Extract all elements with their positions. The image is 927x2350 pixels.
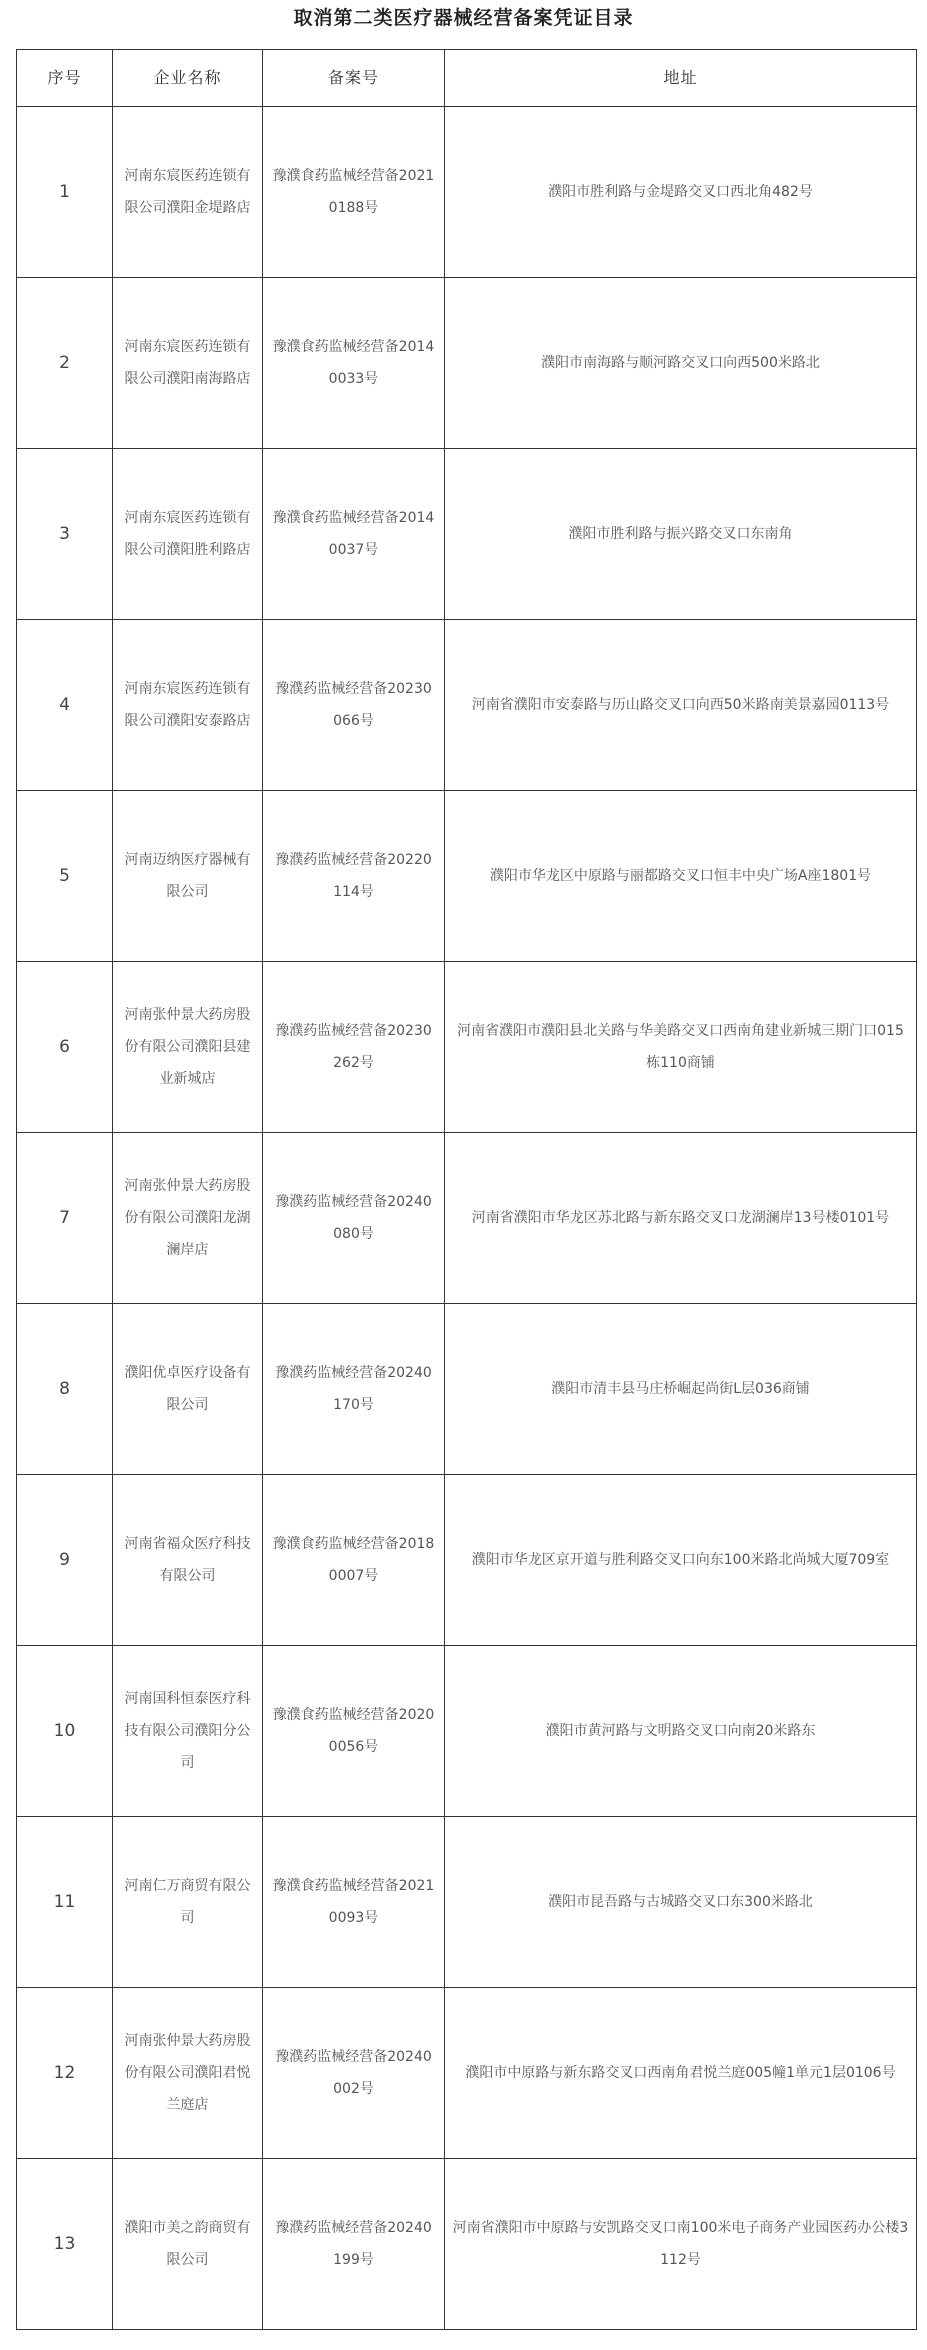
cell-seq: 6	[17, 962, 113, 1133]
cell-company-name: 濮阳优卓医疗设备有限公司	[113, 1304, 263, 1475]
cell-company-name: 河南张仲景大药房股份有限公司濮阳君悦兰庭店	[113, 1988, 263, 2159]
cell-address: 濮阳市华龙区京开道与胜利路交叉口向东100米路北尚城大厦709室	[445, 1475, 917, 1646]
table-row	[17, 1475, 917, 1646]
cell-seq: 3	[17, 449, 113, 620]
cell-seq: 10	[17, 1646, 113, 1817]
cell-record-no: 豫濮药监械经营备20240170号	[263, 1304, 445, 1475]
cell-company-name: 河南张仲景大药房股份有限公司濮阳县建业新城店	[113, 962, 263, 1133]
cell-record-no: 豫濮食药监械经营备20200056号	[263, 1646, 445, 1817]
cell-record-no: 豫濮食药监械经营备20180007号	[263, 1475, 445, 1646]
cell-address: 河南省濮阳市濮阳县北关路与华美路交叉口西南角建业新城三期门口015栋110商铺	[445, 962, 917, 1133]
cell-company-name: 河南东宸医药连锁有限公司濮阳安泰路店	[113, 620, 263, 791]
cell-company-name: 河南省福众医疗科技有限公司	[113, 1475, 263, 1646]
cell-company-name: 濮阳市美之韵商贸有限公司	[113, 2159, 263, 2330]
header-name: 企业名称	[113, 50, 263, 107]
cell-address: 濮阳市昆吾路与古城路交叉口东300米路北	[445, 1817, 917, 1988]
cell-address: 濮阳市胜利路与金堤路交叉口西北角482号	[445, 107, 917, 278]
cell-company-name: 河南张仲景大药房股份有限公司濮阳龙湖澜岸店	[113, 1133, 263, 1304]
cell-address: 濮阳市南海路与顺河路交叉口向西500米路北	[445, 278, 917, 449]
cell-seq: 1	[17, 107, 113, 278]
table-row	[17, 1988, 917, 2159]
cell-company-name: 河南东宸医药连锁有限公司濮阳金堤路店	[113, 107, 263, 278]
cell-address: 河南省濮阳市中原路与安凯路交叉口南100米电子商务产业园医药办公楼3112号	[445, 2159, 917, 2330]
cell-seq: 11	[17, 1817, 113, 1988]
table-row	[17, 1304, 917, 1475]
table-row	[17, 1817, 917, 1988]
cell-company-name: 河南仁万商贸有限公司	[113, 1817, 263, 1988]
table-row	[17, 449, 917, 620]
table-body	[17, 107, 917, 2330]
table-row	[17, 1133, 917, 1304]
table-row	[17, 791, 917, 962]
cell-company-name: 河南东宸医药连锁有限公司濮阳南海路店	[113, 278, 263, 449]
cell-seq: 5	[17, 791, 113, 962]
table-row	[17, 620, 917, 791]
table-row	[17, 2159, 917, 2330]
table-row	[17, 278, 917, 449]
record-table	[16, 49, 917, 2330]
cell-record-no: 豫濮药监械经营备20220114号	[263, 791, 445, 962]
cell-record-no: 豫濮食药监械经营备20210093号	[263, 1817, 445, 1988]
cell-record-no: 豫濮食药监械经营备20140033号	[263, 278, 445, 449]
cell-record-no: 豫濮食药监械经营备20140037号	[263, 449, 445, 620]
cell-seq: 4	[17, 620, 113, 791]
table-header	[17, 50, 917, 107]
table-row	[17, 1646, 917, 1817]
header-record-no: 备案号	[263, 50, 445, 107]
cell-seq: 8	[17, 1304, 113, 1475]
cell-company-name: 河南东宸医药连锁有限公司濮阳胜利路店	[113, 449, 263, 620]
cell-record-no: 豫濮药监械经营备20230262号	[263, 962, 445, 1133]
cell-address: 濮阳市华龙区中原路与丽都路交叉口恒丰中央广场A座1801号	[445, 791, 917, 962]
cell-address: 濮阳市胜利路与振兴路交叉口东南角	[445, 449, 917, 620]
cell-company-name: 河南国科恒泰医疗科技有限公司濮阳分公司	[113, 1646, 263, 1817]
cell-record-no: 豫濮食药监械经营备20210188号	[263, 107, 445, 278]
cell-address: 濮阳市中原路与新东路交叉口西南角君悦兰庭005幢1单元1层0106号	[445, 1988, 917, 2159]
cell-address: 河南省濮阳市华龙区苏北路与新东路交叉口龙湖澜岸13号楼0101号	[445, 1133, 917, 1304]
table-row	[17, 962, 917, 1133]
cell-record-no: 豫濮药监械经营备20240080号	[263, 1133, 445, 1304]
cell-seq: 2	[17, 278, 113, 449]
cell-seq: 13	[17, 2159, 113, 2330]
cell-company-name: 河南迈纳医疗器械有限公司	[113, 791, 263, 962]
header-row	[17, 50, 917, 107]
cell-address: 濮阳市黄河路与文明路交叉口向南20米路东	[445, 1646, 917, 1817]
cell-record-no: 豫濮药监械经营备20230066号	[263, 620, 445, 791]
header-seq: 序号	[17, 50, 113, 107]
header-address: 地址	[445, 50, 917, 107]
cell-address: 河南省濮阳市安泰路与历山路交叉口向西50米路南美景嘉园0113号	[445, 620, 917, 791]
cell-record-no: 豫濮药监械经营备20240199号	[263, 2159, 445, 2330]
cell-seq: 12	[17, 1988, 113, 2159]
cell-seq: 7	[17, 1133, 113, 1304]
cell-address: 濮阳市清丰县马庄桥崛起尚街L层036商铺	[445, 1304, 917, 1475]
cell-seq: 9	[17, 1475, 113, 1646]
cell-record-no: 豫濮药监械经营备20240002号	[263, 1988, 445, 2159]
table-row	[17, 107, 917, 278]
document-title: 取消第二类医疗器械经营备案凭证目录	[293, 7, 634, 29]
